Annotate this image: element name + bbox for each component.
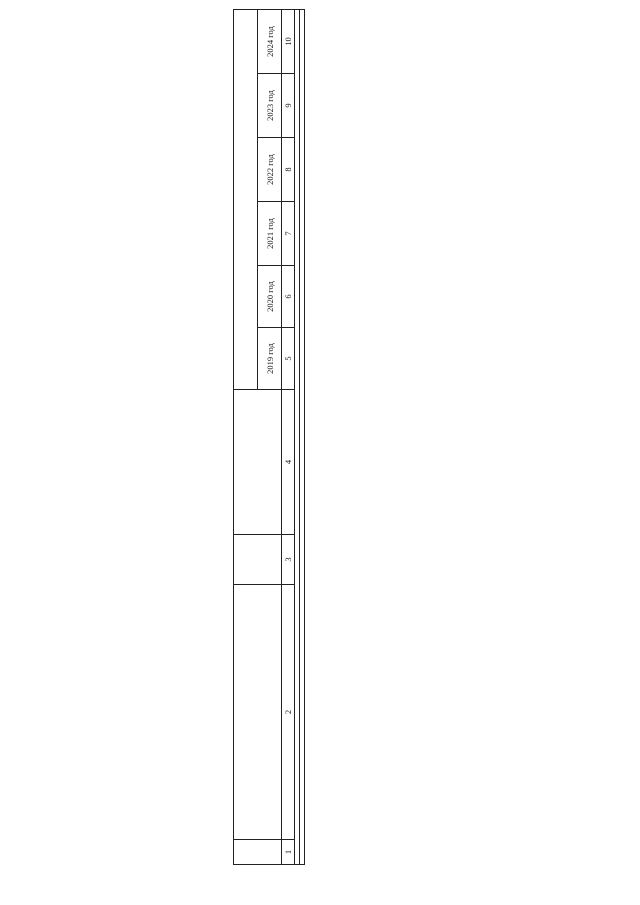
header-year: 2020 год bbox=[258, 266, 282, 328]
column-number: 2 bbox=[282, 585, 295, 840]
column-number: 5 bbox=[282, 328, 295, 390]
indicators-table bbox=[233, 9, 305, 865]
column-numbers-row bbox=[282, 9, 295, 864]
header-year: 2019 год bbox=[258, 328, 282, 390]
column-number: 3 bbox=[282, 535, 295, 585]
header-executor bbox=[234, 390, 282, 535]
table-header-row bbox=[234, 9, 258, 864]
column-number: 7 bbox=[282, 202, 295, 266]
header-name bbox=[234, 585, 282, 840]
header-unit bbox=[234, 535, 282, 585]
column-number: 10 bbox=[282, 9, 295, 73]
header-year: 2021 год bbox=[258, 202, 282, 266]
header-num bbox=[234, 840, 282, 865]
header-year: 2022 год bbox=[258, 138, 282, 202]
subprogram-title bbox=[300, 9, 305, 864]
header-year: 2023 год bbox=[258, 74, 282, 138]
column-number: 4 bbox=[282, 390, 295, 535]
header-values bbox=[234, 9, 258, 389]
column-number: 8 bbox=[282, 138, 295, 202]
column-number: 1 bbox=[282, 840, 295, 865]
subprogram-title-row bbox=[300, 9, 305, 864]
column-number: 6 bbox=[282, 266, 295, 328]
header-year: 2024 год bbox=[258, 9, 282, 73]
column-number: 9 bbox=[282, 74, 295, 138]
